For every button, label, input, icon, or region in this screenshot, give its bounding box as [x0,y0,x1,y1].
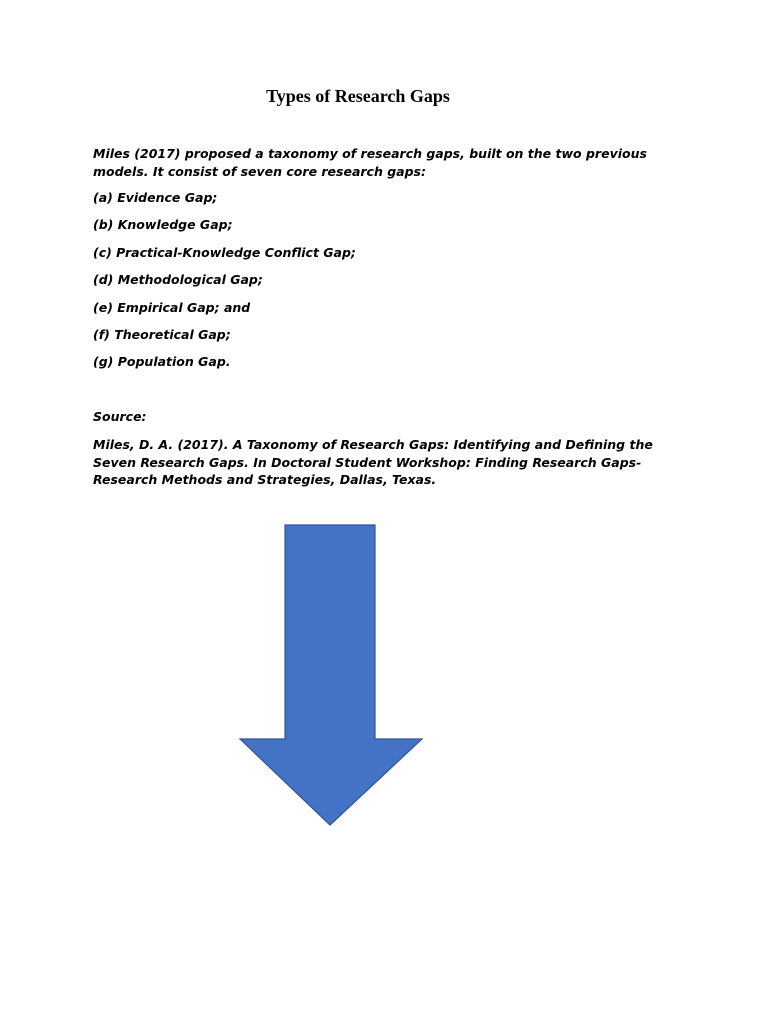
down-arrow-shape [240,525,422,825]
down-arrow-icon [236,522,426,828]
citation-text: Miles, D. A. (2017). A Taxonomy of Research Gaps: Identifying and Defining the Seven Research Gaps. In Doctoral Student Workshop: Finding Research Gaps-Research Methods and Strategies, Dallas, Texas. [93,437,653,487]
list-item-theoretical-gap: (f) Theoretical Gap; [93,326,231,342]
intro-paragraph: Miles (2017) proposed a taxonomy of research gaps, built on the two previous models. It consist of seven core research gaps: [93,146,647,179]
list-item-population-gap: (g) Population Gap. [93,354,231,370]
list-item-empirical-gap: (e) Empirical Gap; and [93,299,251,315]
list-item-knowledge-gap: (b) Knowledge Gap; [93,217,233,233]
gap-list [93,189,356,381]
list-item-evidence-gap: (a) Evidence Gap; [93,190,218,205]
source-label: Source: [93,409,147,424]
page-title: Types of Research Gaps [266,86,450,106]
list-item-practical-knowledge-conflict-gap: (c) Practical-Knowledge Conflict Gap; [93,244,356,260]
list-item-methodological-gap: (d) Methodological Gap; [93,272,263,288]
